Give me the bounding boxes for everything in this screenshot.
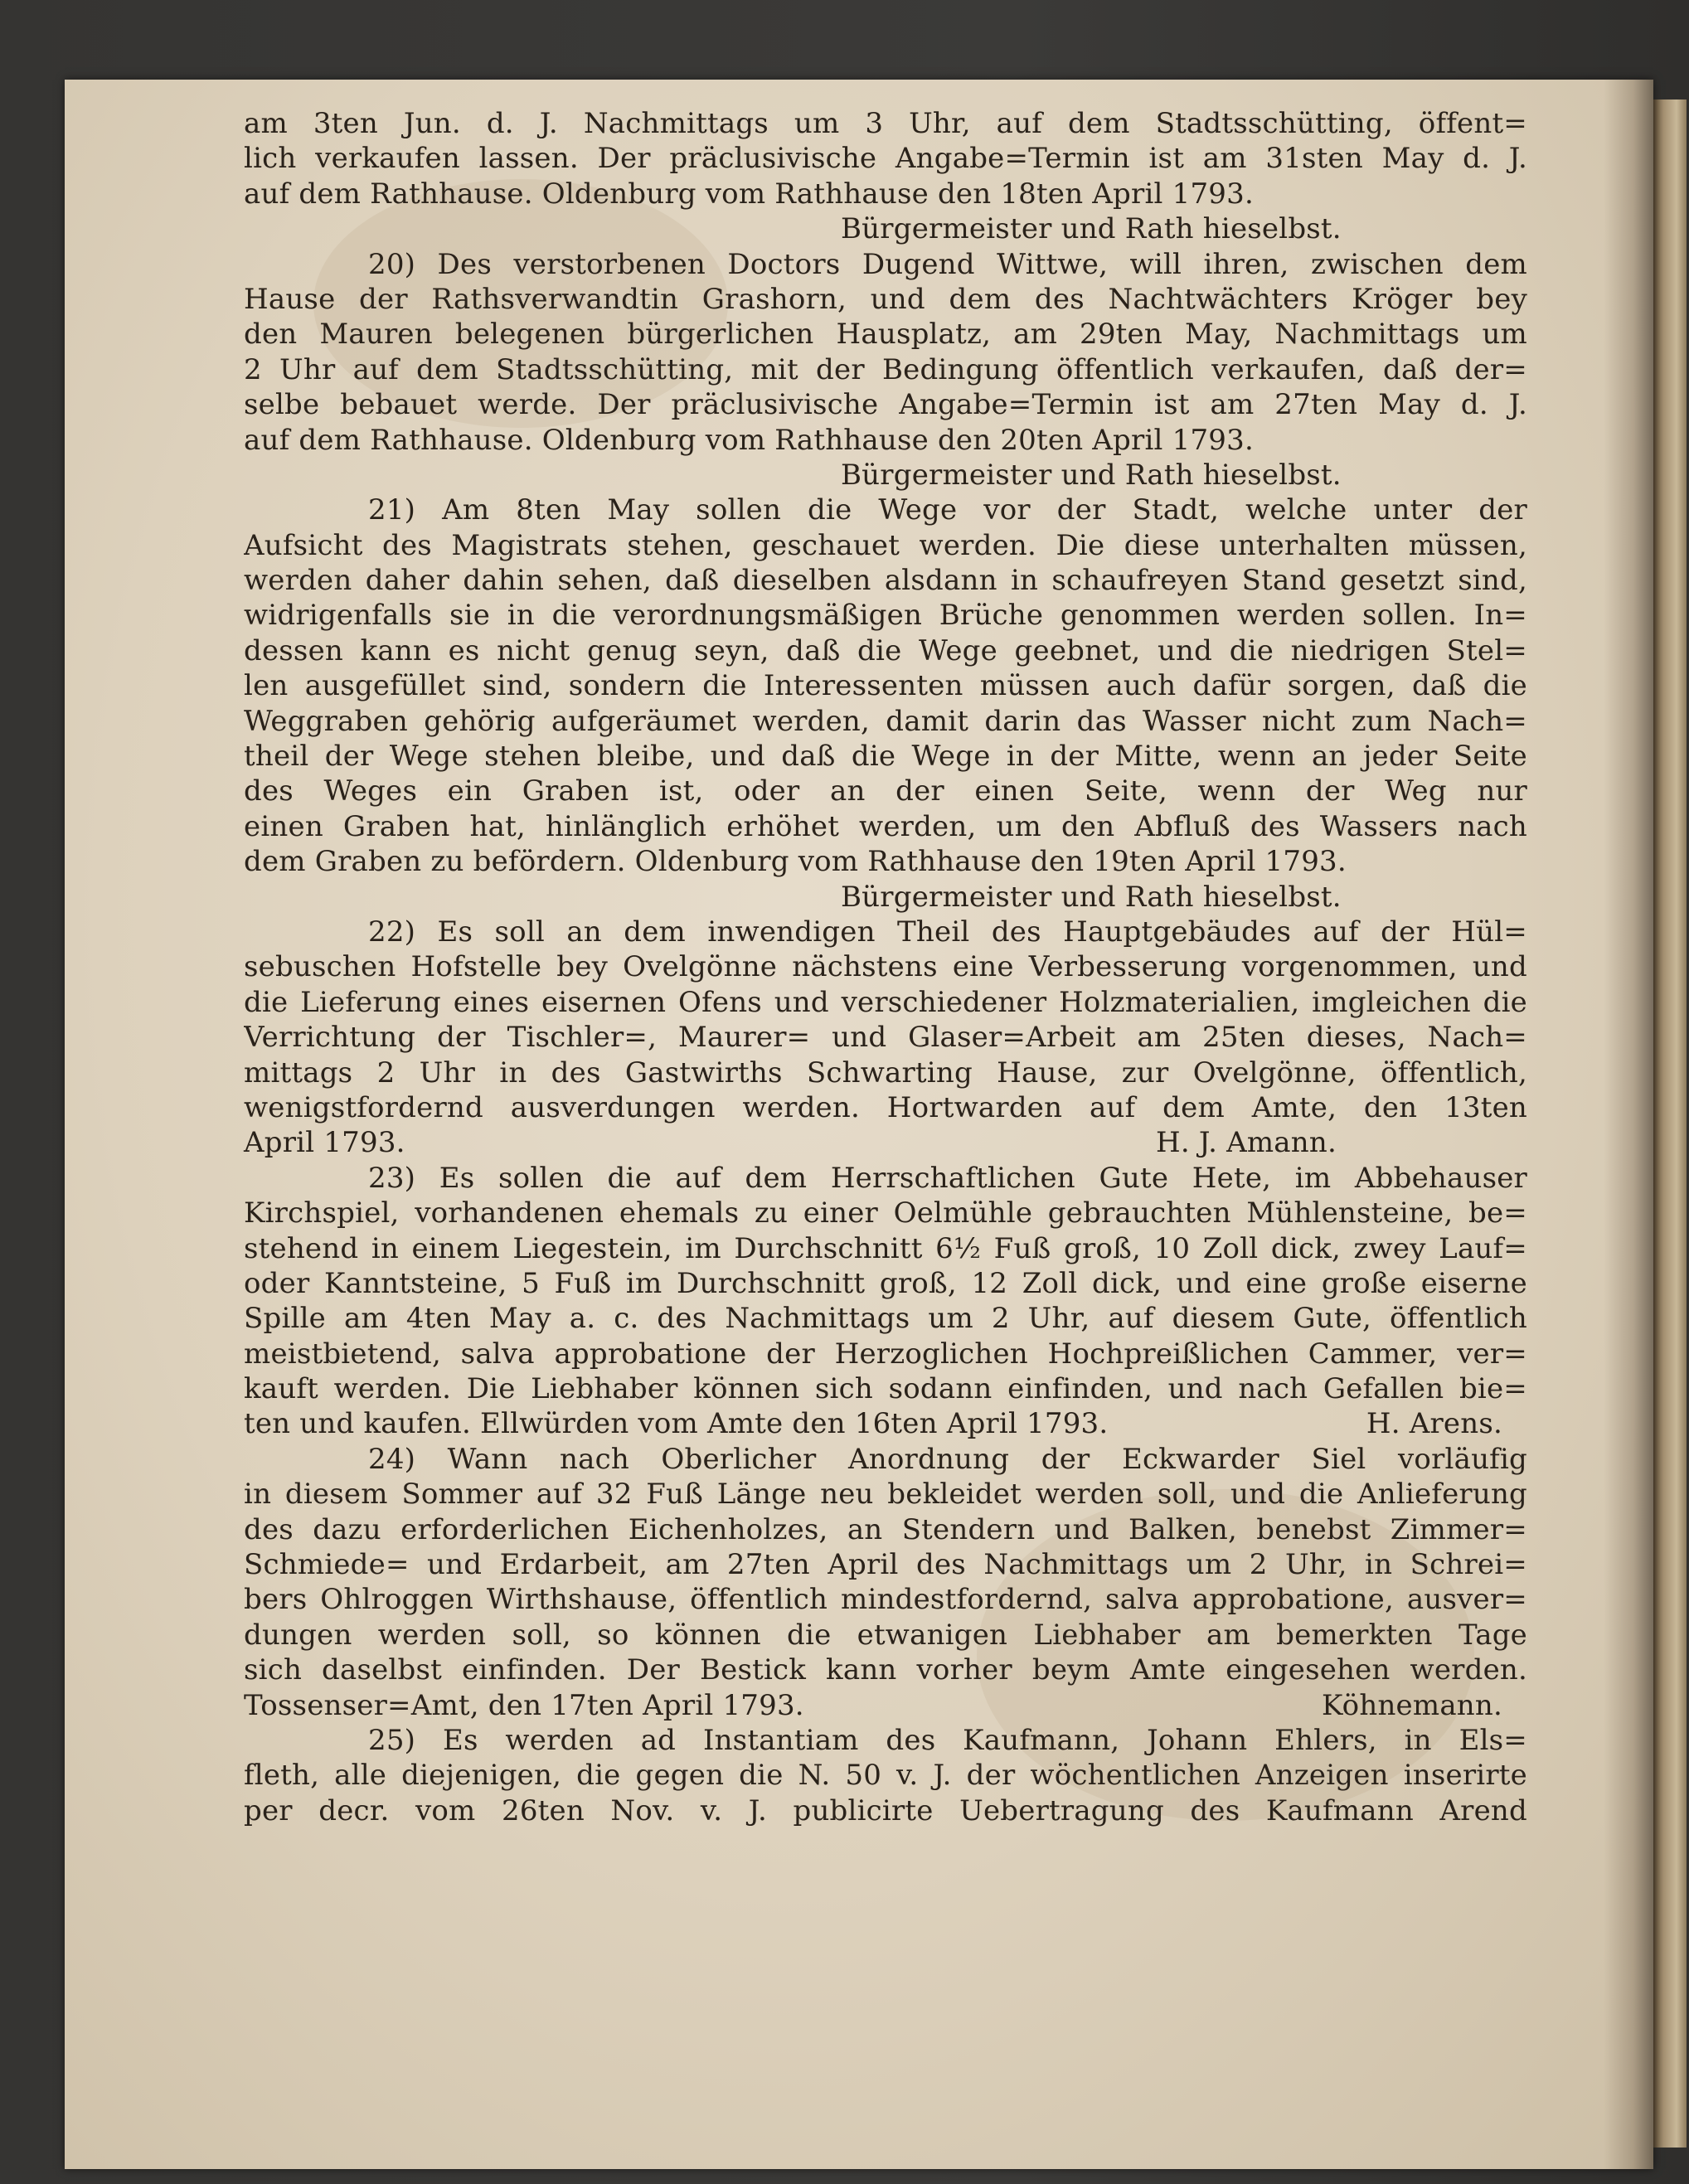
document-text <box>244 106 1527 1828</box>
text-line: widrigenfalls sie in die verordnungsmäßigen Brüche genommen werden sollen. In= <box>244 599 1527 633</box>
text-line: fleth, alle diejenigen, die gegen die N. 50 v. J. der wöchentlichen Anzeigen inserirte <box>244 1759 1527 1793</box>
text-line: per decr. vom 26ten Nov. v. J. publicirte Uebertragung des Kaufmann Arend <box>244 1793 1527 1827</box>
signature-text: H. Arens. <box>1366 1407 1502 1441</box>
text-line: dem Graben zu befördern. Oldenburg vom Rathhause den 19ten April 1793. <box>244 845 1347 879</box>
text-line: len ausgefüllet sind, sondern die Interessenten müssen auch dafür sorgen, daß die <box>244 669 1527 703</box>
text-line: den Mauren belegenen bürgerlichen Hausplatz, am 29ten May, Nachmittags um <box>244 318 1527 352</box>
text-line: sebuschen Hofstelle bey Ovelgönne nächstens eine Verbesserung vorgenommen, und <box>244 950 1527 984</box>
text-line: auf dem Rathhause. Oldenburg vom Rathhause den 18ten April 1793. <box>244 177 1254 211</box>
text-line: 21) Am 8ten May sollen die Wege vor der Stadt, welche unter der <box>368 493 1527 527</box>
signature-line: Bürgermeister und Rath hieselbst. <box>841 458 1342 492</box>
signature-text: H. J. Amann. <box>1156 1126 1337 1160</box>
text-line: Aufsicht des Magistrats stehen, geschauet werden. Die diese unterhalten müssen, <box>244 528 1527 562</box>
text-line: am 3ten Jun. d. J. Nachmittags um 3 Uhr, auf dem Stadtsschütting, öffent= <box>244 107 1527 140</box>
text-line: Schmiede= und Erdarbeit, am 27ten April des Nachmittags um 2 Uhr, in Schrei= <box>244 1548 1527 1582</box>
text-line: die Lieferung eines eisernen Ofens und verschiedener Holzmaterialien, imgleichen die <box>244 985 1527 1019</box>
text-line: Kirchspiel, vorhandenen ehemals zu einer Oelmühle gebrauchten Mühlensteine, be= <box>244 1196 1527 1230</box>
text-line: des dazu erforderlichen Eichenholzes, an Stendern und Balken, benebst Zimmer= <box>244 1512 1527 1546</box>
text-line: 22) Es soll an dem inwendigen Theil des Hauptgebäudes auf der Hül= <box>368 915 1527 949</box>
text-line: 23) Es sollen die auf dem Herrschaftlichen Gute Hete, im Abbehauser <box>368 1161 1527 1195</box>
text-line: werden daher dahin sehen, daß dieselben alsdann in schaufreyen Stand gesetzt sind, <box>244 564 1527 598</box>
page-gutter-shadow <box>1604 80 1653 2169</box>
text-line: 24) Wann nach Oberlicher Anordnung der Eckwarder Siel vorläufig <box>368 1442 1527 1476</box>
signature-line: Bürgermeister und Rath hieselbst. <box>841 212 1342 246</box>
text-line: selbe bebauet werde. Der präclusivische Angabe=Termin ist am 27ten May d. J. <box>244 388 1527 422</box>
text-line: theil der Wege stehen bleibe, und daß die Wege in der Mitte, wenn an jeder Seite <box>244 740 1527 774</box>
text-line: dungen werden soll, so können die etwanigen Liebhaber am bemerkten Tage <box>244 1618 1527 1652</box>
text-line: Hause der Rathsverwandtin Grashorn, und dem des Nachtwächters Kröger bey <box>244 282 1527 316</box>
text-line: Spille am 4ten May a. c. des Nachmittags um 2 Uhr, auf diesem Gute, öffentlich <box>244 1302 1527 1336</box>
text-line: des Weges ein Graben ist, oder an der einen Seite, wenn der Weg nur <box>244 774 1527 808</box>
text-line: stehend in einem Liegestein, im Durchschnitt 6½ Fuß groß, 10 Zoll dick, zwey Lauf= <box>244 1231 1527 1265</box>
text-line: 25) Es werden ad Instantiam des Kaufmann, Johann Ehlers, in Els= <box>368 1723 1527 1757</box>
text-line: dessen kann es nicht genug seyn, daß die Wege geebnet, und die niedrigen Stel= <box>244 633 1527 667</box>
text-line: auf dem Rathhause. Oldenburg vom Rathhause den 20ten April 1793. <box>244 423 1254 457</box>
next-page-edge <box>1653 99 1687 2148</box>
text-line: Weggraben gehörig aufgeräumet werden, damit darin das Wasser nicht zum Nach= <box>244 704 1527 738</box>
text-line: lich verkaufen lassen. Der präclusivische Angabe=Termin ist am 31sten May d. J. <box>244 142 1527 176</box>
text-line: bers Ohlroggen Wirthshause, öffentlich mindestfordernd, salva approbatione, ausver= <box>244 1583 1527 1617</box>
text-line: mittags 2 Uhr in des Gastwirths Schwarting Hause, zur Ovelgönne, öffentlich, <box>244 1056 1527 1090</box>
signature-line: Bürgermeister und Rath hieselbst. <box>841 880 1342 914</box>
date-text: Tossenser=Amt, den 17ten April 1793. <box>244 1688 804 1722</box>
text-line: sich daselbst einfinden. Der Bestick kann vorher beym Amte eingesehen werden. <box>244 1653 1527 1687</box>
date-text: ten und kaufen. Ellwürden vom Amte den 16ten April 1793. <box>244 1407 1109 1441</box>
date-signature-line <box>244 1125 1527 1160</box>
date-text: April 1793. <box>244 1126 405 1160</box>
date-signature-line <box>244 1406 1527 1441</box>
text-line: einen Graben hat, hinlänglich erhöhet werden, um den Abfluß des Wassers nach <box>244 809 1527 843</box>
text-line: Verrichtung der Tischler=, Maurer= und Glaser=Arbeit am 25ten dieses, Nach= <box>244 1021 1527 1055</box>
text-line: 20) Des verstorbenen Doctors Dugend Wittwe, will ihren, zwischen dem <box>368 247 1527 281</box>
text-line: wenigstfordernd ausverdungen werden. Hortwarden auf dem Amte, den 13ten <box>244 1090 1527 1124</box>
text-line: 2 Uhr auf dem Stadtsschütting, mit der Bedingung öffentlich verkaufen, daß der= <box>244 352 1527 386</box>
date-signature-line <box>244 1688 1527 1723</box>
text-line: in diesem Sommer auf 32 Fuß Länge neu bekleidet werden soll, und die Anlieferung <box>244 1478 1527 1512</box>
text-line: oder Kanntsteine, 5 Fuß im Durchschnitt groß, 12 Zoll dick, und eine große eiserne <box>244 1266 1527 1300</box>
text-line: kauft werden. Die Liebhaber können sich sodann einfinden, und nach Gefallen bie= <box>244 1372 1527 1406</box>
signature-text: Köhnemann. <box>1322 1688 1502 1722</box>
text-line: meistbietend, salva approbatione der Herzoglichen Hochpreißlichen Cammer, ver= <box>244 1337 1527 1371</box>
